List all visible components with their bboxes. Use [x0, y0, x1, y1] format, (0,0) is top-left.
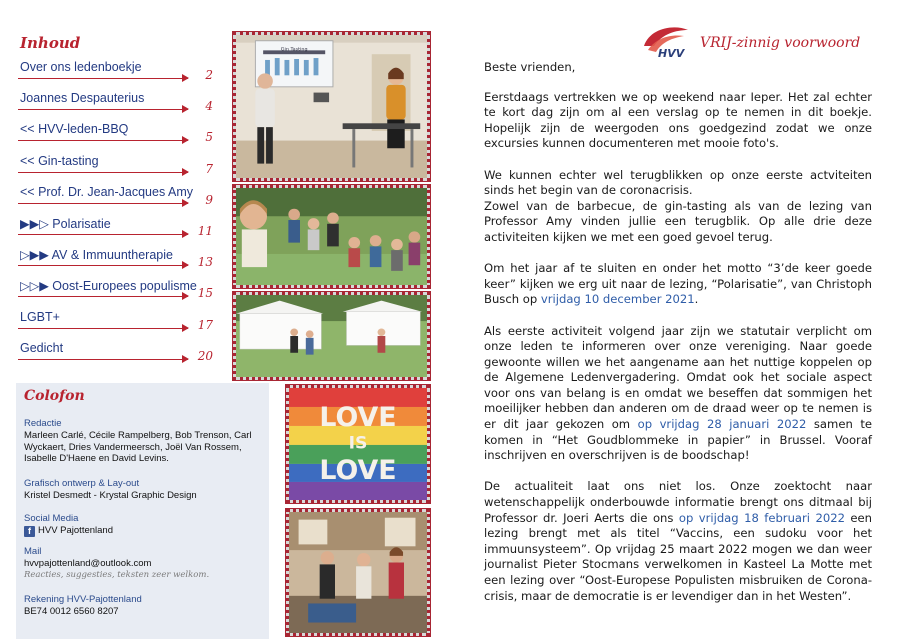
flag-text-line1: LOVE: [319, 402, 397, 433]
colofon-title: Colofon: [24, 388, 85, 404]
toc-page-number: 9: [205, 192, 213, 207]
facebook-page-name[interactable]: HVV Pajottenland: [38, 525, 113, 536]
toc-page-number: 7: [205, 161, 213, 176]
colofon-text: Kristel Desmedt - Krystal Graphic Design: [24, 490, 197, 501]
toc-arrow-line: [18, 140, 188, 141]
toc-arrow-line: [18, 296, 188, 297]
flag-text-line2: IS: [348, 433, 368, 454]
email-link[interactable]: hvvpajottenland@outlook.com: [24, 558, 152, 569]
toc-arrow-line: [18, 172, 188, 173]
facebook-icon: f: [24, 526, 35, 537]
paragraph-text: samen te komen in “Het Goudblommeke in papier” in Brussel. Vooraf inschrijven en overschrijven is de boodschap!: [484, 417, 872, 463]
toc-page-number: 20: [197, 348, 213, 363]
paragraph-text: .: [694, 292, 699, 307]
colofon-social: [24, 513, 264, 537]
colofon-heading: Mail: [24, 546, 42, 557]
toc-item[interactable]: [18, 120, 213, 151]
event-date: op vrijdag 28 januari 2022: [637, 417, 807, 432]
colofon-heading: Grafisch ontwerp & Lay-out: [24, 478, 140, 489]
toc-item-label[interactable]: Over ons ledenboekje: [20, 60, 142, 74]
toc-item[interactable]: [18, 152, 213, 183]
table-of-contents: [18, 58, 213, 370]
toc-arrow-line: [18, 328, 188, 329]
toc-item-label[interactable]: << Gin-tasting: [20, 153, 99, 168]
toc-item-label[interactable]: << HVV-leden-BBQ: [20, 122, 129, 137]
colofon-mail: [24, 546, 264, 581]
paragraph-text: Zowel van de barbecue, de gin-tasting als van de lezing van Professor Amy vinden jullie een terugblik. Op alle drie deze activiteiten kijken we met een goed gevoel terug.: [484, 198, 872, 244]
colofon-heading: Redactie: [24, 418, 62, 429]
page-title: VRIJ-zinnig voorwoord: [700, 35, 861, 51]
mail-note: Reacties, suggesties, teksten zeer welkom.: [24, 569, 210, 580]
toc-item[interactable]: [18, 245, 213, 276]
photo-indoor-gathering: [286, 509, 430, 636]
foreword-article: [484, 60, 872, 620]
greeting: Beste vrienden,: [484, 60, 576, 74]
toc-title: Inhoud: [20, 34, 81, 52]
toc-item-label[interactable]: ▷▶▶ AV & Immuuntherapie: [20, 248, 173, 263]
toc-item-label[interactable]: Joannes Despauterius: [20, 91, 145, 106]
toc-item[interactable]: [18, 276, 213, 307]
toc-page-number: 4: [205, 99, 213, 114]
toc-item-label[interactable]: << Prof. Dr. Jean-Jacques Amy: [20, 184, 193, 199]
toc-arrow-line: [18, 109, 188, 110]
colofon-redactie: [24, 418, 264, 465]
colofon-text: Marleen Carlé, Cécile Rampelberg, Bob Trenson, Carl Wyckaert, Dries Vandermeersch, Joël Van Rossem, Isabelle D'Haene en David Levins.: [24, 430, 252, 465]
toc-item[interactable]: [18, 308, 213, 339]
paragraph-text: We kunnen echter wel terugblikken op onze eerste actviteiten sinds het begin van de coronacrisis.: [484, 167, 872, 198]
toc-page-number: 15: [197, 286, 213, 301]
paragraph-text: een lezing brengt met als titel “Vaccins, een sudoku voor het immuunsysteem”. Op vrijdag 25 maart 2022 mogen we dan weer journalist Pieter Stocmans verwelkomen in Kasteel La Motte met een lezing over “Oost-Europese Populisten misbruiken de Corona-crisis, maar de democratie is er levendiger dan in het Westen”.: [484, 510, 872, 603]
colofon-heading: Social Media: [24, 513, 79, 524]
toc-item-label[interactable]: ▶▶▷ Polarisatie: [20, 216, 111, 231]
paragraph: Eerstdaags vertrekken we op weekend naar Ieper. Het zal echter te kort dag zijn om al een verslag op te nemen in dit boekje. Hopelijk zijn de weergoden ons goedgezind zodat we onze excursies kunnen documenteren met mooie foto's.: [484, 89, 872, 151]
toc-item[interactable]: [18, 183, 213, 214]
colofon-heading: Rekening HVV-Pajottenland: [24, 594, 142, 605]
logo-text: HVV: [658, 47, 685, 60]
toc-arrow-line: [18, 234, 188, 235]
paragraph: [484, 261, 872, 308]
paragraph: [484, 168, 872, 246]
colofon-panel: [16, 383, 269, 639]
colofon-bank: [24, 594, 264, 618]
toc-item[interactable]: [18, 339, 213, 370]
photo-love-is-love-flag: [286, 385, 430, 503]
toc-page-number: 2: [205, 68, 213, 82]
toc-item[interactable]: [18, 214, 213, 245]
toc-arrow-line: [18, 78, 188, 79]
event-date: vrijdag 10 december 2021: [540, 292, 695, 307]
event-date: op vrijdag 18 februari 2022: [678, 510, 845, 525]
toc-item[interactable]: [18, 89, 213, 120]
toc-item-label[interactable]: ▷▷▶ Oost-Europees populisme: [20, 279, 197, 294]
toc-arrow-line: [18, 359, 188, 360]
paragraph-text: De actualiteit laat ons niet los. Onze zoektocht naar wetenschappelijk onderbouwde informatie brengt ons ditmaal bij Professor dr. Joeri Aerts die ons: [484, 479, 872, 525]
bank-account: BE74 0012 6560 8207: [24, 606, 119, 617]
photo-gin-tasting: [233, 32, 430, 181]
paragraph: [484, 479, 872, 604]
paragraph-text: Als eerste activiteit volgend jaar zijn we statutair verplicht om onze leden te informeren over onze vereniging. Naar goede gewoonte willen we het aangename aan het nuttige koppelen op de Algemene Ledenvergadering. Omdat ook het sociale aspect voor ons van belang is en omdat we beseffen dat sommigen het moeilijker hebben dan anderen om de draad weer op te nemen is er dit jaar gekozen om: [484, 323, 872, 432]
toc-item[interactable]: [18, 58, 213, 89]
flag-text-line3: LOVE: [319, 455, 397, 487]
photo-banner-text: Gin Tasting: [280, 47, 308, 53]
toc-item-label[interactable]: Gedicht: [20, 340, 64, 355]
toc-page-number: 13: [197, 255, 213, 270]
paragraph: [484, 324, 872, 464]
facebook-link[interactable]: [24, 525, 264, 537]
hvv-logo: [640, 24, 692, 60]
toc-item-label[interactable]: LGBT+: [20, 309, 60, 324]
toc-page-number: 5: [205, 130, 213, 145]
toc-arrow-line: [18, 265, 188, 266]
photo-tents: [233, 292, 430, 380]
toc-arrow-line: [18, 203, 188, 204]
paragraph-text: Om het jaar af te sluiten en onder het motto “3’de keer goede keer” kijken we erg uit naar de lezing, “Polarisatie”, van Christoph Busch op: [484, 261, 872, 307]
photo-bbq-group: [233, 185, 430, 288]
toc-page-number: 11: [197, 223, 213, 238]
colofon-design: [24, 478, 264, 502]
toc-page-number: 17: [197, 317, 213, 332]
